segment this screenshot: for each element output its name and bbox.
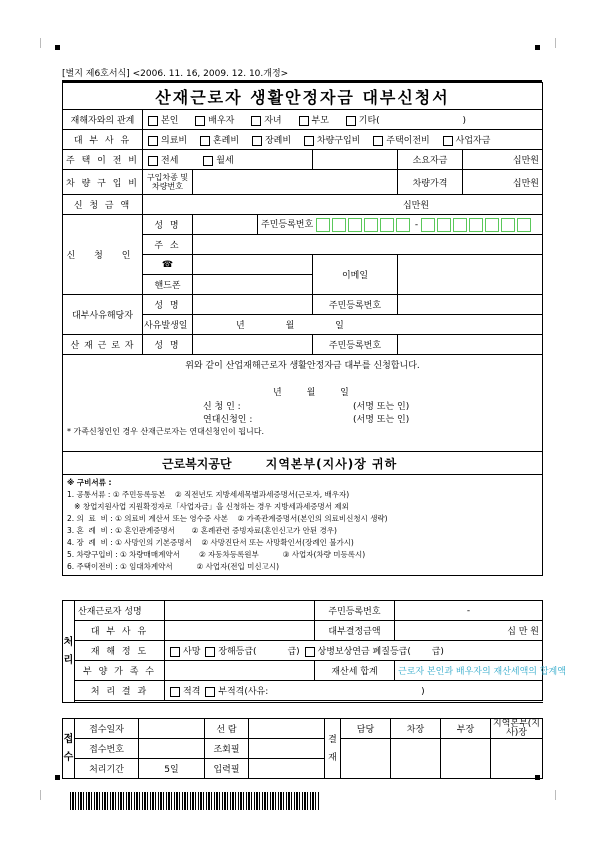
applicant-mobile-field[interactable] <box>193 275 313 295</box>
declaration-block <box>63 355 543 452</box>
crop-mark <box>555 790 556 800</box>
addressee-to: 지역본부(지사)장 귀하 <box>265 456 398 471</box>
barcode <box>70 792 320 810</box>
applicant-rrn-label: 주민등록번호 <box>261 220 314 231</box>
relation-close: ) <box>462 116 467 126</box>
purpose-option: 혼례비 <box>212 136 240 146</box>
reception-mid1: 선 람 <box>205 719 249 739</box>
date-day: 일 <box>335 321 344 331</box>
applicant-email-label: 이메일 <box>313 255 398 295</box>
purpose-option: 장례비 <box>264 136 292 146</box>
relation-option: 기타( <box>358 116 380 126</box>
amount-unit[interactable]: 십만원 <box>143 195 543 215</box>
purpose-checkbox[interactable] <box>148 136 158 146</box>
degree-option: 상병보상연금 폐질등급( <box>317 647 411 657</box>
beneficiary-label: 대부사유해당자 <box>63 295 143 335</box>
applicant-name-field[interactable] <box>193 215 258 235</box>
crop-mark <box>40 38 41 48</box>
approval-sign-box[interactable] <box>491 739 543 779</box>
relation-option: 부모 <box>311 116 329 126</box>
reception-side-label: 접수 <box>63 719 75 779</box>
housing-need-label: 소요자금 <box>398 150 463 170</box>
applicant-mobile-label: 핸드폰 <box>143 275 193 295</box>
proc-degree-label: 재 해 정 도 <box>75 641 165 661</box>
family-note: * 가족신청인인 경우 산재근로자는 연대신청인이 됩니다. <box>67 427 264 436</box>
registration-mark <box>535 45 540 50</box>
doc-item: 3. 혼 례 비 : ① 혼인관계증명서 ② 혼례관련 증빙자료(혼인신고가 안된 경우) <box>67 526 337 535</box>
vehicle-unit[interactable]: 십만원 <box>463 170 543 195</box>
date-month: 월 <box>285 321 295 331</box>
purpose-checkbox[interactable] <box>200 136 210 146</box>
rrn-boxes[interactable] <box>316 220 533 230</box>
reception-period-value: 5일 <box>139 759 205 779</box>
proc-decision-unit[interactable]: 십 만 원 <box>395 621 543 641</box>
worker-rrn-label: 주민등록번호 <box>313 335 398 355</box>
degree-option: 사망 <box>183 647 201 657</box>
worker-name-field[interactable] <box>193 335 313 355</box>
purpose-option: 차량구입비 <box>316 136 361 146</box>
worker-name-label: 성 명 <box>143 335 193 355</box>
date-year: 년 <box>236 321 245 331</box>
reception-number-field[interactable] <box>139 739 205 759</box>
reception-period-label: 처리기간 <box>75 759 139 779</box>
proc-result-label: 처 리 결 과 <box>75 681 165 701</box>
addressee <box>63 452 543 475</box>
applicant-phone-field[interactable] <box>193 255 313 275</box>
decl-year: 년 <box>273 388 282 398</box>
crop-mark <box>40 790 41 800</box>
doc-item: 4. 장 례 비 : ① 사망인의 기본증명서 ② 사망진단서 또는 사망확인서(장례인 불가시) <box>67 538 354 547</box>
phone-icon: ☎ <box>143 255 193 275</box>
housing-label: 주 택 이 전 비 <box>63 150 143 170</box>
crop-mark <box>555 38 556 48</box>
degree-checkbox[interactable] <box>305 647 315 657</box>
applicant-sign-field[interactable]: (서명 또는 인) <box>353 402 410 412</box>
housing-unit[interactable]: 십만원 <box>463 150 543 170</box>
applicant-name-label: 성 명 <box>143 215 193 235</box>
proc-purpose-label: 대 부 사 유 <box>75 621 165 641</box>
approval-col: 지역본부(지사)장 <box>491 719 543 739</box>
proc-wage-label: 재산세 합계 <box>315 661 395 681</box>
reception-number-label: 접수번호 <box>75 739 139 759</box>
proc-worker-name-label: 산재근로자 성명 <box>75 601 165 621</box>
required-docs <box>63 475 543 576</box>
relation-checkbox[interactable] <box>195 116 205 126</box>
proc-worker-name-field[interactable] <box>165 601 315 621</box>
housing-option: 전세 <box>161 156 179 166</box>
approval-col: 담당 <box>341 719 391 739</box>
registration-mark <box>55 775 60 780</box>
doc-item: 2. 의 료 비 : ① 의료비 계산서 또는 영수증 사본 ② 가족관계증명서(본인의 의료비신청시 생략) <box>67 514 388 523</box>
applicant-email-field[interactable] <box>398 255 543 295</box>
doc-item: ※ 창업지원사업 지원확정자로「사업자금」을 신청하는 경우 지방세과세증명서 제외 <box>67 502 349 511</box>
relation-checkbox[interactable] <box>148 116 158 126</box>
relation-option: 자녀 <box>264 116 282 126</box>
result-checkbox[interactable] <box>170 687 180 697</box>
degree-close: 급) <box>287 647 300 657</box>
processing-table <box>62 600 566 703</box>
addressee-org: 근로복지공단 <box>162 456 232 471</box>
doc-item: 1. 공통서류 : ① 주민등록등본 ② 직전년도 지방세세목별과세증명서(근로자, 배우자) <box>67 490 350 499</box>
rrn-dash: - <box>414 220 419 231</box>
processing-side-label: 처리 <box>63 601 75 703</box>
proc-rrn-label: 주민등록번호 <box>315 601 395 621</box>
housing-options <box>143 150 313 170</box>
form-number: [별지 제6호서식] <2006. 11. 16, 2009. 12. 10.개정> <box>62 69 289 79</box>
beneficiary-rrn-label: 주민등록번호 <box>313 295 398 315</box>
purpose-option: 사업자금 <box>455 136 491 146</box>
approval-col: 부장 <box>441 719 491 739</box>
beneficiary-name-label: 성 명 <box>143 295 193 315</box>
relation-options <box>143 110 543 130</box>
form-title: 산재근로자 생활안정자금 대부신청서 <box>63 83 543 110</box>
beneficiary-date-label: 사유발생일 <box>143 315 193 335</box>
reception-mid2: 조회필 <box>205 739 249 759</box>
amount-label: 신 청 금 액 <box>63 195 143 215</box>
worker-label: 산 재 근 로 자 <box>63 335 143 355</box>
approval-sign-box[interactable] <box>391 739 441 779</box>
result-option: 부적격(사유: <box>218 687 269 697</box>
worker-rrn-field[interactable] <box>398 335 543 355</box>
beneficiary-date-field[interactable] <box>193 315 543 335</box>
co-applicant-sign-label: 연대신청인 : <box>203 415 253 425</box>
proc-wage-note[interactable]: 근로자 본인과 배우자의 재산세액의 합계액 <box>395 661 543 681</box>
co-applicant-sign-field[interactable]: (서명 또는 인) <box>353 415 410 425</box>
relation-checkbox[interactable] <box>251 116 261 126</box>
proc-purpose-field[interactable] <box>165 621 315 641</box>
approval-label: 결재 <box>325 719 341 779</box>
beneficiary-rrn-field[interactable] <box>398 295 543 315</box>
registration-mark <box>55 45 60 50</box>
applicant-address-field[interactable] <box>193 235 543 255</box>
declaration-date[interactable] <box>273 385 349 398</box>
degree-checkbox[interactable] <box>170 647 180 657</box>
housing-option: 월세 <box>216 156 234 166</box>
approval-col: 차장 <box>391 719 441 739</box>
vehicle-price-label: 차량가격 <box>398 170 463 195</box>
purpose-checkbox[interactable] <box>252 136 262 146</box>
reception-date-field[interactable] <box>139 719 205 739</box>
decl-day: 일 <box>340 388 349 398</box>
relation-label: 재해자와의 관계 <box>63 110 143 130</box>
result-option: 적격 <box>183 687 201 697</box>
approval-sign-box[interactable] <box>341 739 391 779</box>
doc-item: 5. 차량구입비 : ① 차량매매계약서 ② 자동차등록원부 ③ 사업자(차량 미등록시) <box>67 550 366 559</box>
proc-family-field[interactable] <box>165 661 315 681</box>
purpose-checkbox[interactable] <box>304 136 314 146</box>
relation-checkbox[interactable] <box>346 116 356 126</box>
application-table <box>62 82 543 576</box>
proc-family-label: 부 양 가 족 수 <box>75 661 165 681</box>
housing-checkbox[interactable] <box>203 156 213 166</box>
reception-table <box>62 718 543 779</box>
approval-sign-box[interactable] <box>441 739 491 779</box>
proc-rrn-field[interactable]: - <box>395 601 543 621</box>
reception-mid2-field[interactable] <box>249 739 325 759</box>
decl-month: 월 <box>306 388 316 398</box>
purpose-option: 의료비 <box>161 136 188 146</box>
reception-date-label: 접수일자 <box>75 719 139 739</box>
result-checkbox[interactable] <box>205 687 215 697</box>
result-close: ) <box>421 687 425 697</box>
doc-item: 6. 주택이전비 : ① 임대차계약서 ② 사업자(전입 미신고시) <box>67 562 280 571</box>
purpose-label: 대 부 사 유 <box>63 130 143 150</box>
vehicle-model-field[interactable] <box>193 170 398 195</box>
degree-option: 장해등급( <box>218 647 257 657</box>
reception-mid1-field[interactable] <box>249 719 325 739</box>
proc-degree-options <box>165 641 543 661</box>
purpose-options <box>143 130 543 150</box>
relation-option: 배우자 <box>208 116 235 126</box>
relation-checkbox[interactable] <box>299 116 309 126</box>
purpose-option: 주택이전비 <box>386 136 430 146</box>
degree-close: 급) <box>431 647 444 657</box>
degree-checkbox[interactable] <box>205 647 215 657</box>
applicant-rrn-cell <box>258 215 543 235</box>
reception-mid3-field[interactable] <box>249 759 325 779</box>
relation-option: 본인 <box>161 116 179 126</box>
applicant-sign-label: 신 청 인 : <box>203 402 241 412</box>
proc-spacer <box>75 701 543 703</box>
purpose-checkbox[interactable] <box>443 136 453 146</box>
declaration-statement: 위와 같이 산업재해근로자 생활안정자금 대부를 신청합니다. <box>185 361 420 371</box>
applicant-label: 신 청 인 <box>63 215 143 295</box>
housing-checkbox[interactable] <box>148 156 158 166</box>
housing-spacer <box>313 150 398 170</box>
vehicle-model-label: 구입차종 및 차량번호 <box>143 170 193 195</box>
applicant-address-label: 주 소 <box>143 235 193 255</box>
docs-header: ※ 구비서류 : <box>67 478 112 487</box>
reception-mid3: 입력필 <box>205 759 249 779</box>
proc-decision-label: 대부결정금액 <box>315 621 395 641</box>
vehicle-label: 차 량 구 입 비 <box>63 170 143 195</box>
proc-result-options <box>165 681 543 701</box>
beneficiary-name-field[interactable] <box>193 295 313 315</box>
purpose-checkbox[interactable] <box>373 136 383 146</box>
